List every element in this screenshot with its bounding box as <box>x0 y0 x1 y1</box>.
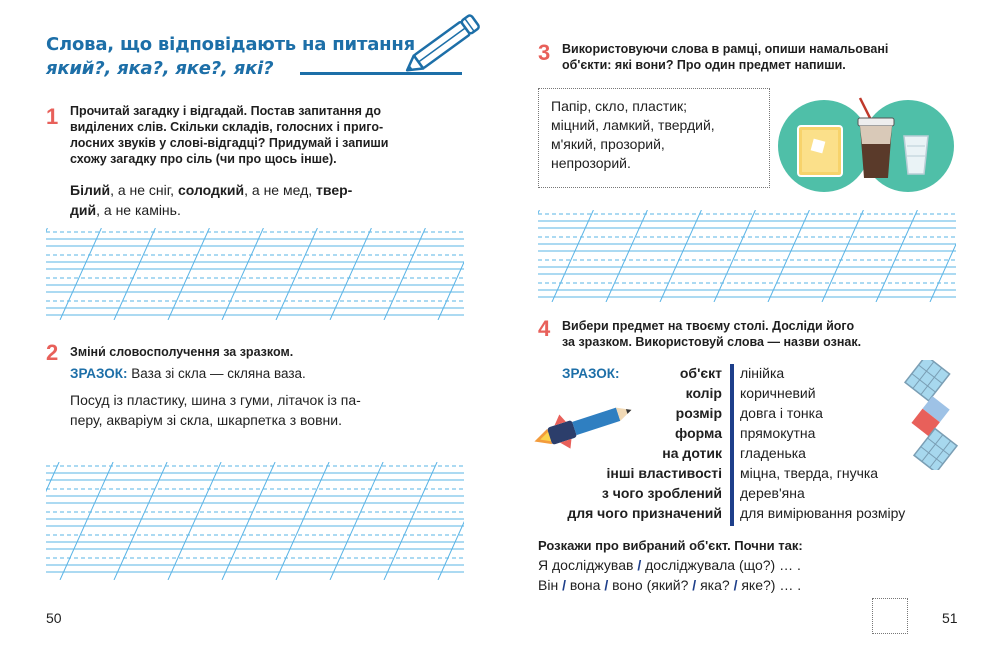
table-key: форма <box>675 425 722 441</box>
task-1-instruction: Прочитай загадку і відгадай. Постав запитання до виділених слів. Скільки складів, голосних і приго- лосних звуків у слові-відгадці? Придумай і запиши схожу загадку про сіль (чи про щось інше). <box>70 104 389 166</box>
table-key: на дотик <box>662 445 722 461</box>
pencil-icon <box>398 6 494 76</box>
word-frame-text: Папір, скло, пластик; міцний, ламкий, твердий, м'який, прозорий, непрозорий. <box>551 98 715 171</box>
task-4-instruction: Вибери предмет на твоєму столі. Досліди його за зразком. Використовуй слова — назви ознак. <box>562 319 862 349</box>
table-divider <box>730 364 734 526</box>
table-value: прямокутна <box>740 425 816 441</box>
handwriting-lines[interactable] <box>46 462 464 580</box>
table-value: міцна, тверда, гнучка <box>740 465 879 481</box>
table-key: розмір <box>675 405 722 421</box>
self-check-box[interactable] <box>872 598 908 634</box>
glasses-illustration <box>776 84 958 194</box>
table-value: для вимірювання розміру <box>740 505 906 521</box>
table-key: об'єкт <box>679 365 722 381</box>
table-value: довга і тонка <box>740 405 823 421</box>
table-key: для чого призначений <box>567 505 722 521</box>
riddle-text: Білий, а не сніг, солодкий, а не мед, твер- дий, а не камінь. <box>70 182 353 218</box>
table-key: колір <box>685 385 722 401</box>
sample-label: ЗРАЗОК: <box>562 366 620 381</box>
page-number: 50 <box>46 610 62 626</box>
satellite-ruler-illustration <box>884 360 974 470</box>
table-value: дерев'яна <box>740 485 805 501</box>
task-3-instruction: Використовуючи слова в рамці, опиши намальовані об'єкти: які вони? Про один предмет напиши. <box>562 42 889 72</box>
task-number: 3 <box>538 40 551 65</box>
tell-line-2: Він / вона / воно (який? / яка? / яке?) … . <box>538 577 802 593</box>
task-2-instruction: Зміни́ словосполучення за зразком. <box>70 345 294 359</box>
task-2-body: Посуд із пластику, шина з гуми, літачок із па- перу, акваріум зі скла, шкарпетка з вовни. <box>70 392 361 428</box>
handwriting-lines[interactable] <box>46 228 464 320</box>
page-number: 51 <box>942 610 958 626</box>
right-page <box>500 0 1000 650</box>
task-number: 1 <box>46 104 59 129</box>
table-value: гладенька <box>740 445 806 461</box>
word-frame <box>538 88 770 188</box>
sample-line: ЗРАЗОК: Ваза зі скла — скляна ваза. <box>70 366 306 381</box>
table-value: коричневий <box>740 385 816 401</box>
table-key: інші властивості <box>606 465 722 481</box>
tell-title: Розкажи про вибраний об'єкт. Почни так: <box>538 538 803 553</box>
section-subtitle: який?, яка?, яке?, які? <box>46 58 274 79</box>
task-number: 4 <box>538 316 551 341</box>
handwriting-lines[interactable] <box>538 210 956 302</box>
section-title: Слова, що відповідають на питання <box>46 34 415 55</box>
task-number: 2 <box>46 340 59 365</box>
table-key: з чого зроблений <box>601 485 722 501</box>
tell-line-1: Я досліджував / досліджувала (що?) … . <box>538 557 801 573</box>
table-value: лінійка <box>740 365 785 381</box>
